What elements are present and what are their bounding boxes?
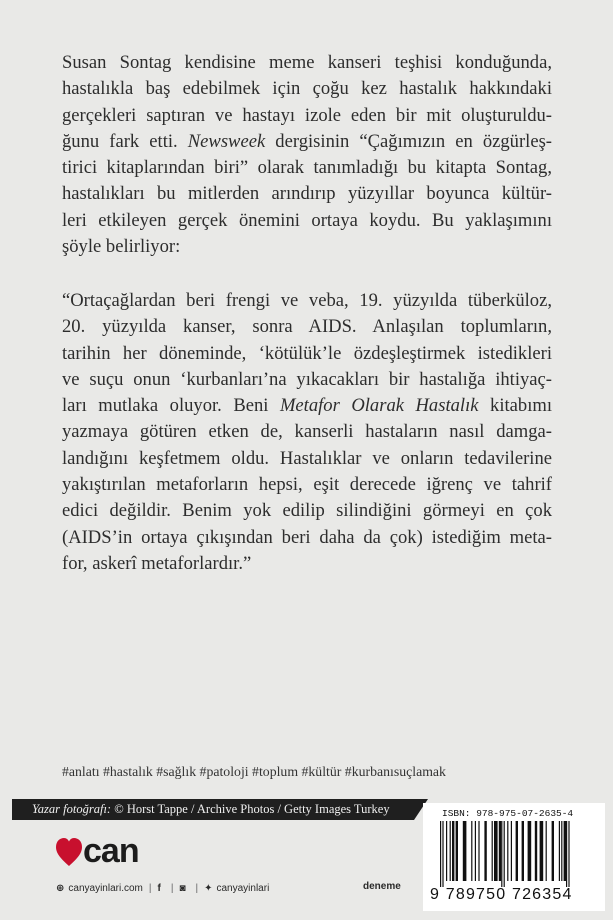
barcode-bar [546, 821, 547, 881]
website: canyayinlari.com [68, 882, 143, 894]
barcode-bar [450, 821, 451, 881]
photo-credit: Yazar fotoğrafı: © Horst Tappe / Archive Photos / Getty Images Turkey [32, 802, 390, 816]
divider: | [170, 882, 174, 894]
publisher-footer [56, 881, 269, 895]
text-line: yazmaya götüren etken de, kanserli hastaların nasıl damga- [62, 421, 552, 443]
barcode-bar [566, 821, 567, 887]
barcode [438, 821, 598, 887]
text-line: landığını keşfetmem oldu. Hastalıklar ve onların tedavilerine [62, 447, 552, 469]
barcode-bar [446, 821, 447, 881]
heart-icon [56, 836, 82, 870]
barcode-digits: 9 789750 726354 [430, 886, 573, 903]
barcode-bar [452, 821, 454, 881]
barcode-bar [516, 821, 518, 881]
barcode-bar [492, 821, 493, 881]
quote-paragraph [62, 288, 552, 577]
barcode-bar [561, 821, 562, 881]
instagram-icon: ◙ [179, 882, 186, 894]
publisher-logo: can [83, 832, 139, 870]
barcode-bar [499, 821, 501, 881]
isbn-label: ISBN: 978-975-07-2635-4 [442, 808, 574, 819]
text-line: hastalıkla baş edebilmek için çoğu kez hastalık hakkındaki [62, 78, 552, 100]
barcode-bar [504, 821, 505, 887]
text-line: hastalıkları bu mitlerden arındırıp yüzyıllar boyunca kültür- [62, 183, 552, 205]
barcode-bar [507, 821, 508, 881]
barcode-bar [475, 821, 476, 881]
barcode-bar [535, 821, 537, 881]
barcode-bar [484, 821, 486, 881]
text-line: for, askerî metaforlardır.” [62, 552, 252, 574]
text-line: Susan Sontag kendisine meme kanseri teşhisi konduğunda, [62, 52, 552, 73]
hashtags: #anlatı #hastalık #sağlık #patoloji #toplum #kültür #kurbanısuçlamak [62, 764, 446, 779]
text-line: (AIDS’in ortaya çıkışından beri daha da çok) istediğim meta- [62, 526, 552, 548]
barcode-bar [471, 821, 472, 881]
text-line: ları mutlaka oluyor. Beni Metafor Olarak Hastalık kitabımı [62, 395, 552, 417]
barcode-bar [540, 821, 544, 881]
barcode-bar [440, 821, 441, 887]
text-line: ve suçu onun ‘kurbanları’na yıkacakları bir hastalığa ihtiyaç- [62, 368, 552, 390]
text-line: leri etkileyen gerçek önemini ortaya koydu. Bu yaklaşımını [62, 209, 552, 231]
text-line: 20. yüzyılda kanser, sonra AIDS. Anlaşılan toplumların, [62, 316, 552, 338]
facebook-icon: f [157, 882, 161, 894]
twitter-icon: ✦ [204, 882, 213, 894]
barcode-bar [442, 821, 443, 887]
barcode-bar [511, 821, 512, 881]
genre-label: deneme [363, 881, 401, 892]
barcode-bar [564, 821, 566, 881]
text-line: tirici kitaplarından biri” olarak tanımladığı bu kitapta Sontag, [62, 157, 552, 179]
text-line: gerçekleri saptıran ve hastayı izole eden bir mit oluşturuldu- [62, 104, 552, 126]
divider: | [195, 882, 199, 894]
web-icon: ⊕ [56, 882, 65, 894]
barcode-bar [522, 821, 524, 881]
text-line: ğunu fark etti. Newsweek dergisinin “Çağımızın en özgürleş- [62, 130, 553, 152]
blurb-paragraph [62, 50, 552, 260]
barcode-bar [528, 821, 532, 881]
barcode-bar [478, 821, 479, 881]
barcode-bar [559, 821, 560, 881]
barcode-bar [456, 821, 458, 881]
barcode-bar [463, 821, 467, 881]
barcode-bar [494, 821, 498, 881]
text-line: şöyle belirliyor: [62, 236, 181, 258]
text-line: yakıştırılan metaforların hepsi, eşit derecede iğrenç ve tahrif [62, 474, 552, 496]
divider: | [148, 882, 152, 894]
magazine-name: Newsweek [187, 130, 266, 152]
text-line: “Ortaçağlardan beri frengi ve veba, 19. yüzyılda tüberküloz, [62, 290, 552, 311]
text-line: edici değildir. Benim yok edilip silindiğini görmeyi en çok [62, 500, 552, 522]
social-handle: canyayinlari [216, 882, 270, 894]
barcode-bar [501, 821, 502, 887]
barcode-bar [568, 821, 569, 887]
book-title: Metafor Olarak Hastalık [279, 395, 479, 417]
barcode-bar [552, 821, 554, 881]
text-line: tarihin her döneminde, ‘kötülük’le özdeşleştirmek istedikleri [62, 342, 552, 364]
